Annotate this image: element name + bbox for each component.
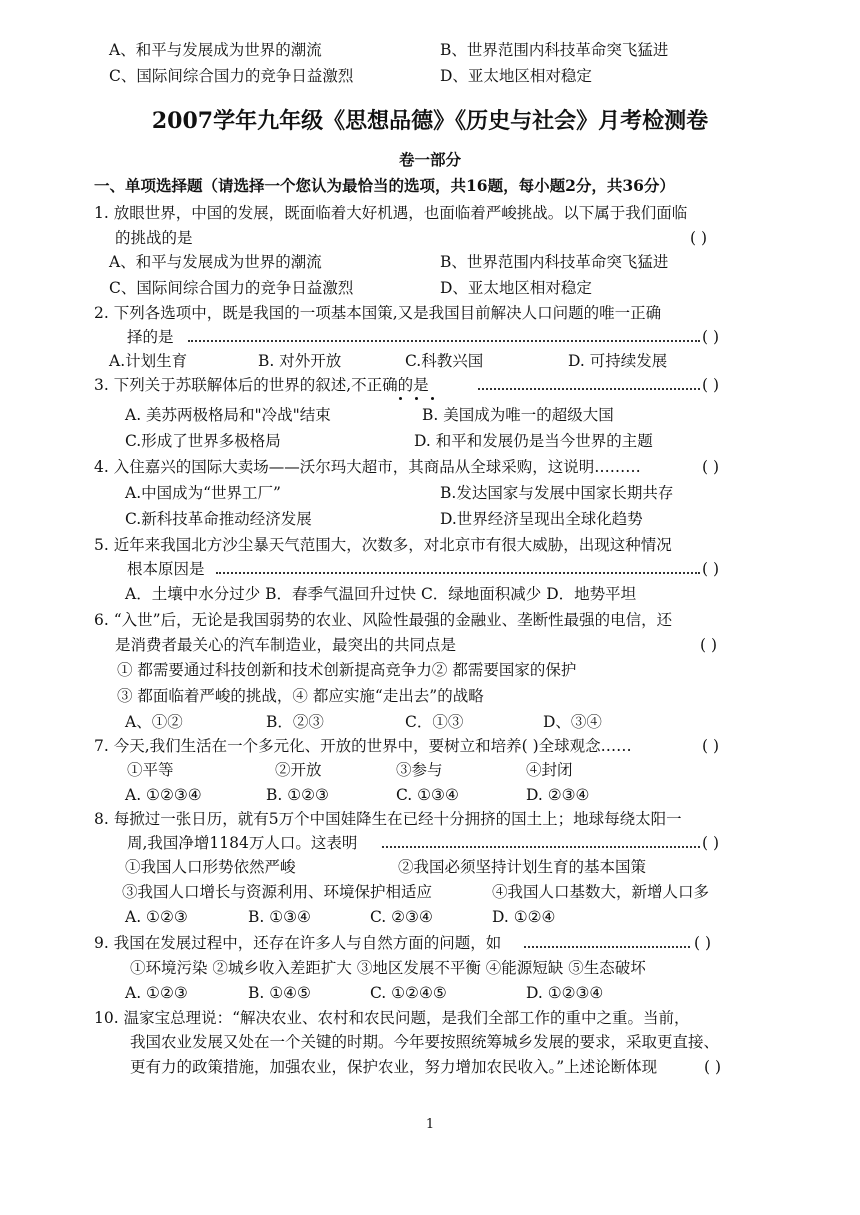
q1-option-b: B、世界范围内科技革命突飞猛进	[440, 253, 669, 271]
q9-text: 9. 我国在发展过程中，还存在许多人与自然方面的问题，如	[94, 934, 502, 952]
q8-line1: 8. 每掀过一张日历，就有5万个中国娃降生在已经十分拥挤的国土上；地球每绕太阳一	[94, 810, 682, 828]
part-heading: 卷一部分	[398, 150, 461, 169]
q10-line1: 10. 温家宝总理说：“解决农业、农村和农民问题，是我们全部工作的重中之重。当前，	[94, 1009, 690, 1027]
q7-option-c: C. ①③④	[396, 786, 459, 804]
q10-line3: 更有力的政策措施，加强农业，保护农业，努力增加农民收入。”上述论断体现	[130, 1058, 658, 1076]
q7-text: 7. 今天,我们生活在一个多元化、开放的世界中，要树立和培养( )全球观念……	[94, 737, 632, 755]
emphasis-dot	[415, 397, 418, 400]
q4-text: 4. 入住嘉兴的国际大卖场——沃尔玛大超市，其商品从全球采购，这说明………	[94, 458, 641, 476]
q5-line2: 根本原因是	[127, 560, 205, 578]
q3-option-b: B. 美国成为唯一的超级大国	[422, 406, 614, 424]
q3-text: 3. 下列关于苏联解体后的世界的叙述,不正确的是	[94, 376, 429, 394]
q7-item-2: ②开放	[275, 761, 322, 779]
q5-options: A．土壤中水分过少 B．春季气温回升过快 C．绿地面积减少 D．地势平坦	[125, 585, 637, 603]
q6-option-d: D、③④	[543, 713, 602, 731]
q6-statement-1-2: ① 都需要通过科技创新和技术创新提高竞争力② 都需要国家的保护	[117, 661, 577, 679]
q2-line1: 2. 下列各选项中，既是我国的一项基本国策,又是我国目前解决人口问题的唯一正确	[94, 304, 662, 322]
section-heading: 一、单项选择题（请选择一个您认为最恰当的选项，共16题，每小题2分，共36分）	[94, 176, 675, 195]
q7-answer-paren: ( )	[702, 737, 720, 755]
q6-option-c: C．①③	[405, 713, 464, 731]
q7-item-3: ③参与	[396, 761, 443, 779]
q6-option-a: A、①②	[125, 713, 183, 731]
q8-leader-dots	[382, 844, 700, 848]
q2-option-b: B. 对外开放	[258, 352, 342, 370]
emphasis-dot	[399, 397, 402, 400]
q9-option-a: A. ①②③	[125, 984, 188, 1002]
q3-answer-paren: ( )	[702, 376, 720, 394]
q1-option-d: D、亚太地区相对稳定	[440, 279, 592, 297]
q6-line2: 是消费者最关心的汽车制造业，最突出的共同点是	[115, 636, 457, 654]
q1-line2: 的挑战的是	[115, 229, 193, 247]
q3-option-d: D. 和平和发展仍是当今世界的主题	[414, 432, 653, 450]
q4-option-b: B.发达国家与发展中国家长期共存	[440, 484, 674, 502]
q8-line2: 周,我国净增1184万人口。这表明	[127, 834, 358, 852]
q7-item-4: ④封闭	[526, 761, 573, 779]
q7-option-a: A. ①②③④	[125, 786, 202, 804]
q9-option-d: D. ①②③④	[526, 984, 604, 1002]
q9-option-c: C. ①②④⑤	[370, 984, 447, 1002]
q6-line1: 6. “入世”后，无论是我国弱势的农业、风险性最强的金融业、垄断性最强的电信，还	[94, 611, 673, 629]
q9-answer-paren: ( )	[694, 934, 712, 952]
q1-option-c: C、国际间综合国力的竞争日益激烈	[109, 279, 354, 297]
q8-statement-2: ②我国必须坚持计划生育的基本国策	[398, 858, 647, 876]
q4-option-c: C.新科技革命推动经济发展	[125, 510, 312, 528]
q7-option-b: B. ①②③	[266, 786, 329, 804]
emphasis-dot	[431, 397, 434, 400]
q5-line1: 5. 近年来我国北方沙尘暴天气范围大，次数多，对北京市有很大威胁，出现这种情况	[94, 536, 672, 554]
q2-option-c: C.科教兴国	[405, 352, 484, 370]
q9-leader-dots	[524, 944, 690, 948]
q5-answer-paren: ( )	[702, 560, 720, 578]
top-option-c: C、国际间综合国力的竞争日益激烈	[109, 67, 354, 85]
q10-answer-paren: ( )	[704, 1058, 722, 1076]
q8-statement-1: ①我国人口形势依然严峻	[125, 858, 296, 876]
q9-option-b: B. ①④⑤	[248, 984, 311, 1002]
q2-leader-dots	[188, 338, 700, 342]
q2-option-d: D. 可持续发展	[568, 352, 668, 370]
q10-line2: 我国农业发展又处在一个关键的时期。今年要按照统筹城乡发展的要求，采取更直接、	[130, 1033, 720, 1051]
q2-line2: 择的是	[127, 328, 174, 346]
q5-leader-dots	[216, 570, 700, 574]
q6-statement-3-4: ③ 都面临着严峻的挑战，④ 都应实施“走出去”的战略	[117, 687, 484, 705]
top-option-d: D、亚太地区相对稳定	[440, 67, 592, 85]
q3-option-c: C.形成了世界多极格局	[125, 432, 281, 450]
q3-option-a: A. 美苏两极格局和"冷战"结束	[125, 406, 331, 424]
q8-statement-4: ④我国人口基数大，新增人口多	[492, 883, 710, 901]
q9-statements: ①环境污染 ②城乡收入差距扩大 ③地区发展不平衡 ④能源短缺 ⑤生态破坏	[130, 959, 646, 977]
q8-option-a: A. ①②③	[125, 908, 188, 926]
q3-leader-dots	[478, 386, 700, 390]
q7-option-d: D. ②③④	[526, 786, 590, 804]
page-title: 2007学年九年级《思想品德》《历史与社会》月考检测卷	[151, 108, 709, 134]
q1-option-a: A、和平与发展成为世界的潮流	[109, 253, 322, 271]
q7-item-1: ①平等	[127, 761, 174, 779]
q1-answer-paren: ( )	[690, 229, 708, 247]
top-option-b: B、世界范围内科技革命突飞猛进	[440, 41, 669, 59]
top-option-a: A、和平与发展成为世界的潮流	[109, 41, 322, 59]
q4-answer-paren: ( )	[702, 458, 720, 476]
q8-option-c: C. ②③④	[370, 908, 433, 926]
q2-option-a: A.计划生育	[109, 352, 188, 370]
q8-answer-paren: ( )	[702, 834, 720, 852]
q8-option-d: D. ①②④	[492, 908, 556, 926]
page-number: 1	[425, 1117, 435, 1132]
q4-option-d: D.世界经济呈现出全球化趋势	[440, 510, 643, 528]
q8-option-b: B. ①③④	[248, 908, 311, 926]
q1-line1: 1. 放眼世界，中国的发展，既面临着大好机遇，也面临着严峻挑战。以下属于我们面临	[94, 204, 688, 222]
q4-option-a: A.中国成为“世界工厂”	[125, 484, 281, 502]
q6-option-b: B．②③	[266, 713, 324, 731]
q2-answer-paren: ( )	[702, 328, 720, 346]
q8-statement-3: ③我国人口增长与资源利用、环境保护相适应	[122, 883, 433, 901]
q6-answer-paren: ( )	[700, 636, 718, 654]
